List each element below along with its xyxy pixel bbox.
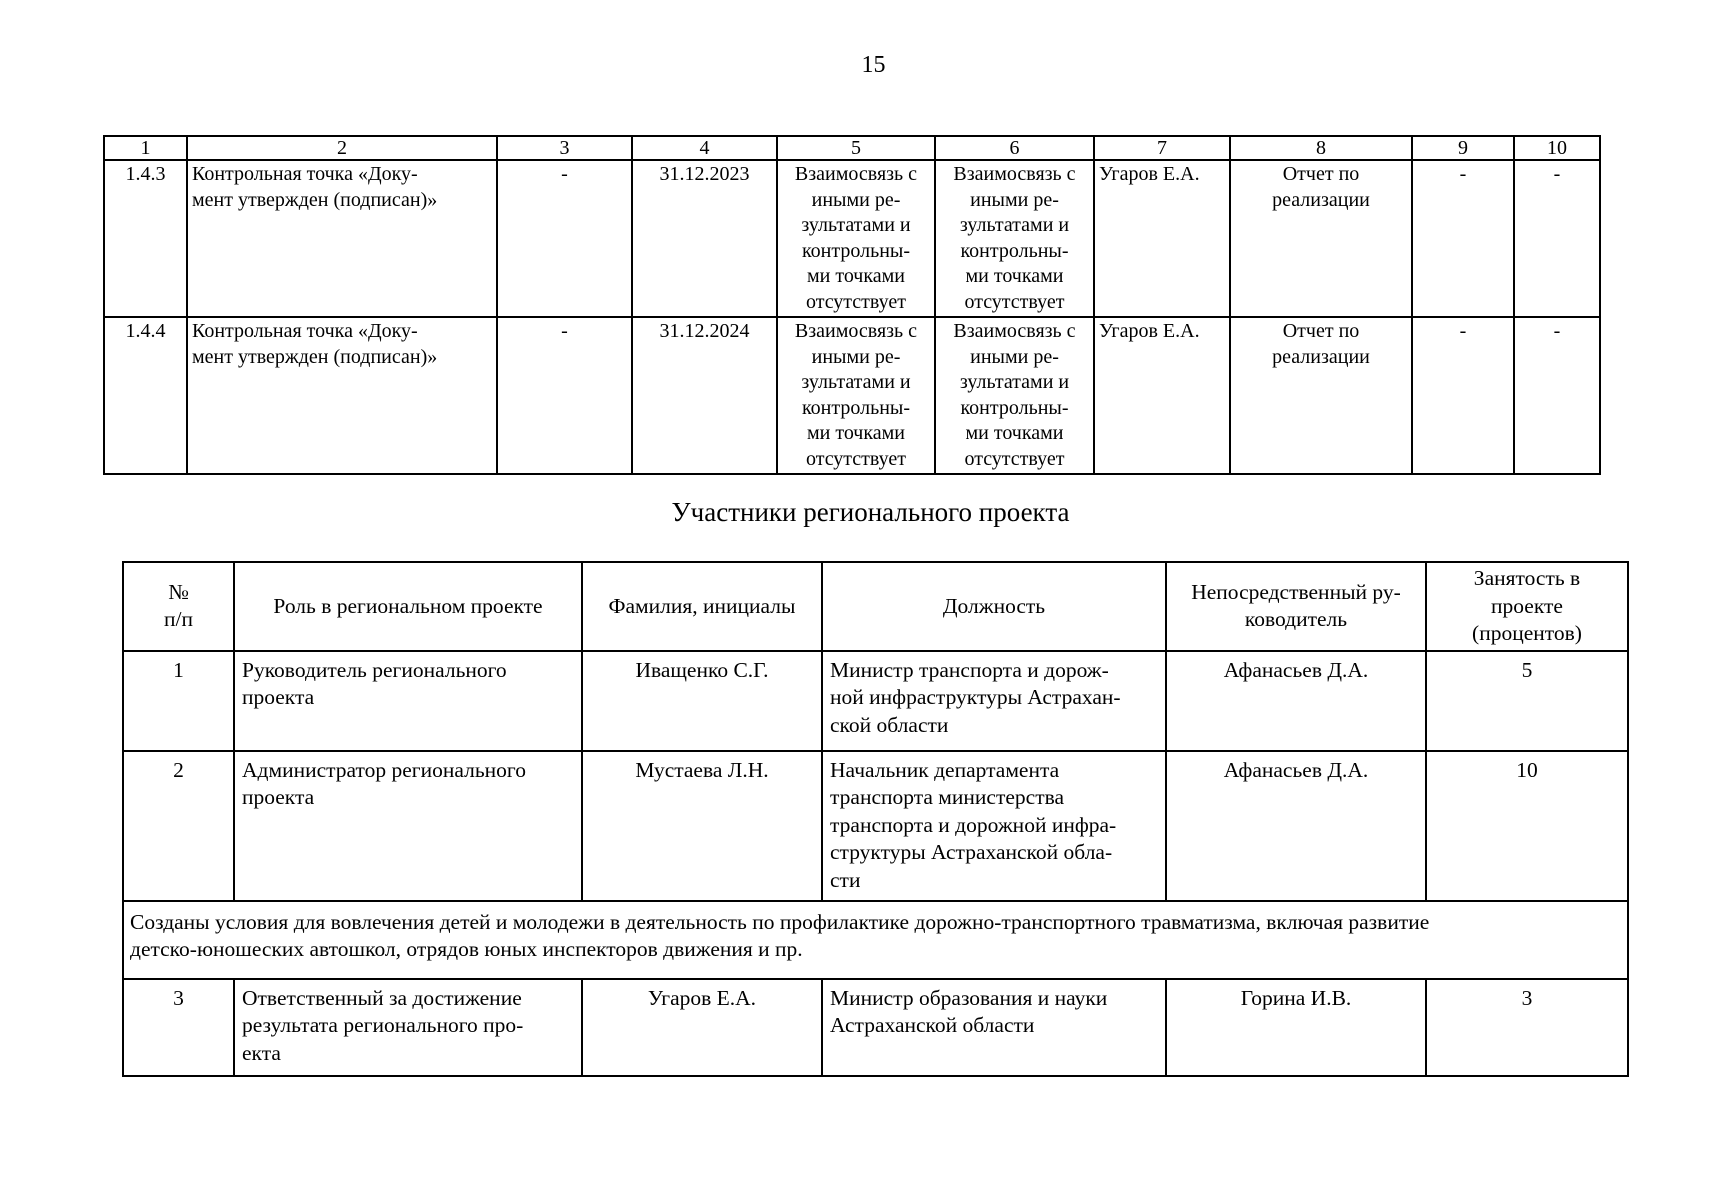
cell-3: -	[497, 317, 632, 474]
milestone-date: 31.12.2023	[632, 160, 777, 317]
row-number: 3	[123, 979, 234, 1076]
milestone-name: Контрольная точка «Доку- мент утвержден (подписан)»	[187, 160, 497, 317]
manager: Горина И.В.	[1166, 979, 1426, 1076]
position: Начальник департамента транспорта министерства транспорта и дорожной инфра- структуры Астраханской обла- сти	[822, 751, 1166, 901]
result-band-row	[123, 901, 1628, 979]
table-header-row	[123, 562, 1628, 651]
column-number: 8	[1230, 136, 1412, 160]
row-number: 1	[123, 651, 234, 751]
table-header-row	[104, 136, 1600, 160]
section-title: Участники регионального проекта	[671, 497, 1070, 527]
column-number: 3	[497, 136, 632, 160]
column-number: 2	[187, 136, 497, 160]
header-role: Роль в региональном проекте	[234, 562, 582, 651]
column-number: 5	[777, 136, 935, 160]
responsible-person: Угаров Е.А.	[1094, 317, 1230, 474]
result-description: Созданы условия для вовлечения детей и молодежи в деятельность по профилактике дорожно-транспортного травматизма, включая развитие детско-юношеских автошкол, отрядов юных инспекторов движения и пр.	[123, 901, 1628, 979]
milestones-table	[103, 135, 1601, 475]
cell-9: -	[1412, 317, 1514, 474]
participants-table	[122, 561, 1629, 1077]
position: Министр образования и науки Астраханской области	[822, 979, 1166, 1076]
column-number: 6	[935, 136, 1094, 160]
milestone-number: 1.4.4	[104, 317, 187, 474]
employment: 10	[1426, 751, 1628, 901]
column-number: 10	[1514, 136, 1600, 160]
header-position: Должность	[822, 562, 1166, 651]
table-row	[123, 979, 1628, 1076]
role: Администратор регионального проекта	[234, 751, 582, 901]
table-row	[123, 751, 1628, 901]
column-number: 9	[1412, 136, 1514, 160]
responsible-person: Угаров Е.А.	[1094, 160, 1230, 317]
cell-10: -	[1514, 160, 1600, 317]
column-number: 4	[632, 136, 777, 160]
header-name: Фамилия, инициалы	[582, 562, 822, 651]
milestone-name: Контрольная точка «Доку- мент утвержден (подписан)»	[187, 317, 497, 474]
employment: 5	[1426, 651, 1628, 751]
header-manager: Непосредственный ру- ководитель	[1166, 562, 1426, 651]
cell-6: Взаимосвязь с иными ре- зультатами и контрольны- ми точками отсутствует	[935, 160, 1094, 317]
person-name: Иващенко С.Г.	[582, 651, 822, 751]
report-type: Отчет по реализации	[1230, 160, 1412, 317]
table-row	[104, 317, 1600, 474]
role: Ответственный за достижение результата регионального про- екта	[234, 979, 582, 1076]
cell-3: -	[497, 160, 632, 317]
role: Руководитель регионального проекта	[234, 651, 582, 751]
cell-6: Взаимосвязь с иными ре- зультатами и контрольны- ми точками отсутствует	[935, 317, 1094, 474]
position: Министр транспорта и дорож- ной инфраструктуры Астрахан- ской области	[822, 651, 1166, 751]
person-name: Мустаева Л.Н.	[582, 751, 822, 901]
table-row	[104, 160, 1600, 317]
cell-10: -	[1514, 317, 1600, 474]
manager: Афанасьев Д.А.	[1166, 651, 1426, 751]
cell-5: Взаимосвязь с иными ре- зультатами и контрольны- ми точками отсутствует	[777, 317, 935, 474]
manager: Афанасьев Д.А.	[1166, 751, 1426, 901]
milestone-number: 1.4.3	[104, 160, 187, 317]
employment: 3	[1426, 979, 1628, 1076]
row-number: 2	[123, 751, 234, 901]
page-number: 15	[861, 52, 886, 78]
table-row	[123, 651, 1628, 751]
header-employment: Занятость в проекте (процентов)	[1426, 562, 1628, 651]
cell-5: Взаимосвязь с иными ре- зультатами и контрольны- ми точками отсутствует	[777, 160, 935, 317]
person-name: Угаров Е.А.	[582, 979, 822, 1076]
column-number: 1	[104, 136, 187, 160]
column-number: 7	[1094, 136, 1230, 160]
milestone-date: 31.12.2024	[632, 317, 777, 474]
report-type: Отчет по реализации	[1230, 317, 1412, 474]
cell-9: -	[1412, 160, 1514, 317]
header-number: № п/п	[123, 562, 234, 651]
